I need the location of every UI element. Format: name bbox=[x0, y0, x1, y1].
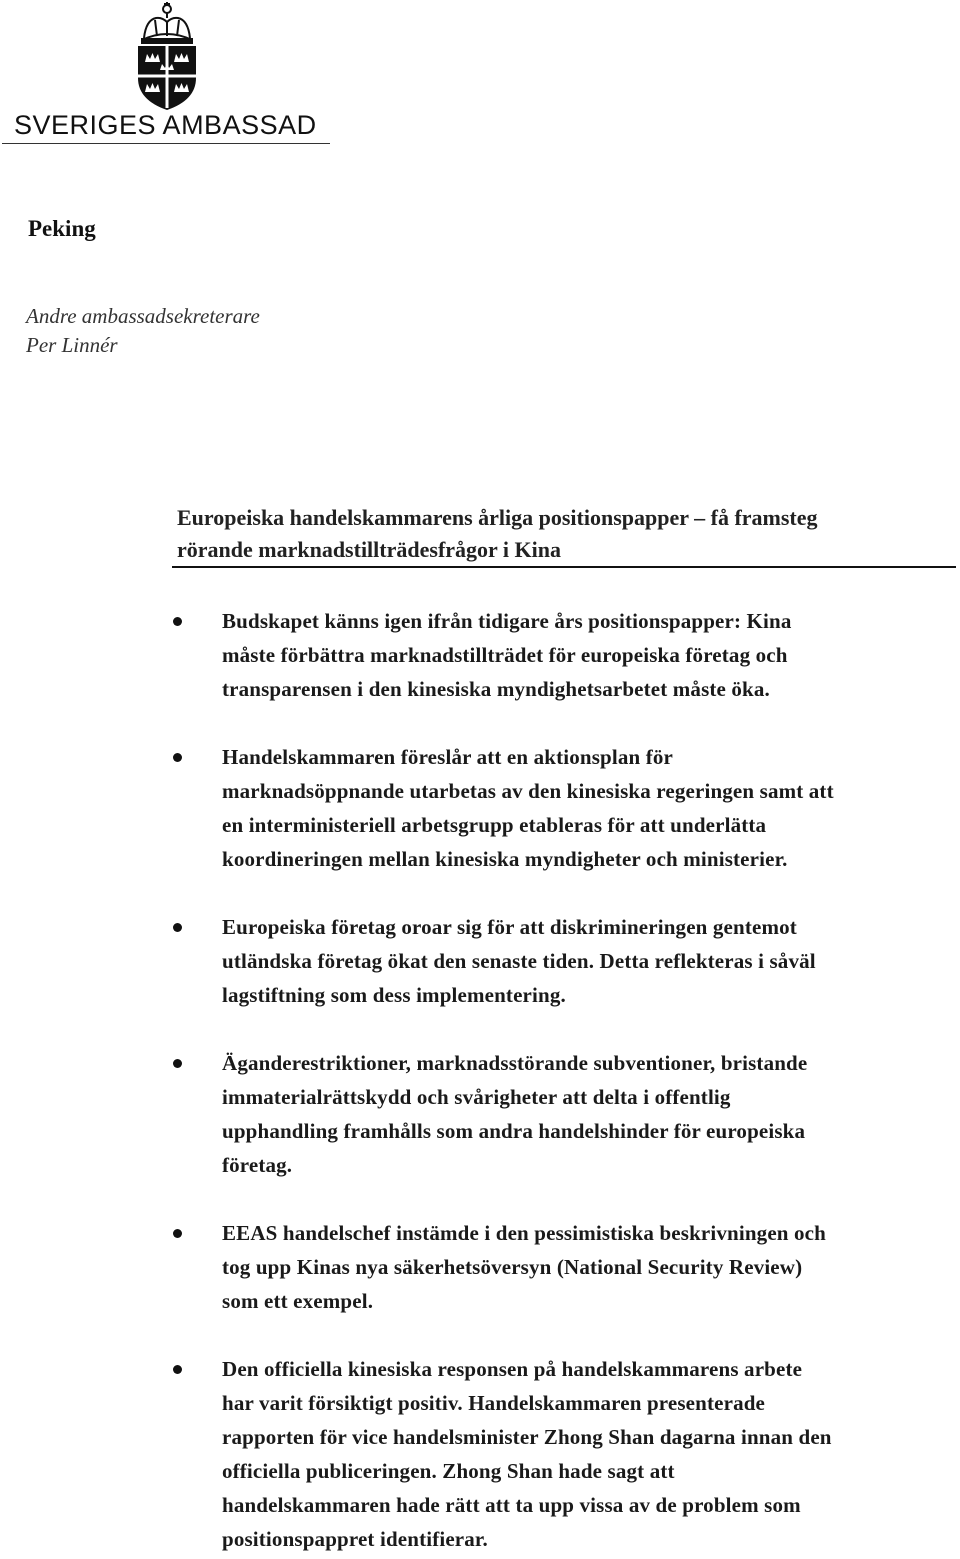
bullet-icon bbox=[173, 753, 182, 762]
sender-name: Per Linnér bbox=[26, 333, 118, 357]
title-underline bbox=[172, 566, 956, 568]
bullet-line: Handelskammaren föreslår att en aktionsplan för bbox=[222, 745, 673, 769]
letterhead-rule bbox=[2, 143, 330, 144]
bullet-line: tog upp Kinas nya säkerhetsöversyn (National Security Review) bbox=[222, 1255, 803, 1279]
bullet-line: EEAS handelschef instämde i den pessimistiska beskrivningen och bbox=[222, 1221, 826, 1245]
bullet-line: som ett exempel. bbox=[222, 1289, 374, 1313]
bullet-line: immaterialrättskydd och svårigheter att delta i offentlig bbox=[222, 1085, 731, 1109]
list-item bbox=[0, 1216, 927, 1318]
list-item bbox=[0, 740, 927, 876]
bullet-line: företag. bbox=[222, 1153, 293, 1177]
list-item bbox=[0, 1046, 927, 1182]
bullet-line: positionspappret identifierar. bbox=[222, 1527, 488, 1551]
bullet-line: Äganderestriktioner, marknadsstörande subventioner, bristande bbox=[222, 1051, 808, 1075]
bullet-list bbox=[0, 604, 960, 1556]
bullet-icon bbox=[173, 1229, 182, 1238]
swedish-coat-of-arms-icon bbox=[128, 0, 206, 112]
bullet-line: transparensen i den kinesiska myndighetsarbetet måste öka. bbox=[222, 677, 770, 701]
bullet-line: officiella publiceringen. Zhong Shan hade sagt att bbox=[222, 1459, 675, 1483]
list-item bbox=[0, 604, 927, 706]
document-title bbox=[177, 502, 937, 566]
bullet-line: rapporten för vice handelsminister Zhong Shan dagarna innan den bbox=[222, 1425, 832, 1449]
title-line-1: Europeiska handelskammarens årliga positionspapper – få framsteg bbox=[177, 505, 818, 530]
bullet-line: handelskammaren hade rätt att ta upp vissa av de problem som bbox=[222, 1493, 801, 1517]
bullet-line: Budskapet känns igen ifrån tidigare års positionspapper: Kina bbox=[222, 609, 792, 633]
bullet-line: upphandling framhålls som andra handelshinder för europeiska bbox=[222, 1119, 806, 1143]
bullet-line: Europeiska företag oroar sig för att diskrimineringen gentemot bbox=[222, 915, 797, 939]
sender-block bbox=[26, 302, 260, 360]
bullet-line: har varit försiktigt positiv. Handelskammaren presenterade bbox=[222, 1391, 766, 1415]
bullet-icon bbox=[173, 1059, 182, 1068]
list-item bbox=[0, 910, 927, 1012]
bullet-icon bbox=[173, 923, 182, 932]
bullet-line: måste förbättra marknadstillträdet för europeiska företag och bbox=[222, 643, 788, 667]
bullet-line: utländska företag ökat den senaste tiden. Detta reflekteras i såväl bbox=[222, 949, 816, 973]
bullet-line: Den officiella kinesiska responsen på handelskammarens arbete bbox=[222, 1357, 803, 1381]
city-heading: Peking bbox=[28, 216, 96, 241]
bullet-icon bbox=[173, 617, 182, 626]
letterhead bbox=[0, 0, 335, 150]
bullet-line: en interministeriell arbetsgrupp etableras för att underlätta bbox=[222, 813, 767, 837]
sender-role: Andre ambassadsekreterare bbox=[26, 304, 260, 328]
embassy-name: SVERIGES AMBASSAD bbox=[14, 110, 317, 140]
bullet-line: lagstiftning som dess implementering. bbox=[222, 983, 566, 1007]
bullet-icon bbox=[173, 1365, 182, 1374]
title-line-2: rörande marknadstillträdesfrågor i Kina bbox=[177, 537, 561, 562]
list-item bbox=[0, 1352, 927, 1556]
bullet-line: koordineringen mellan kinesiska myndigheter och ministerier. bbox=[222, 847, 788, 871]
bullet-line: marknadsöppnande utarbetas av den kinesiska regeringen samt att bbox=[222, 779, 834, 803]
